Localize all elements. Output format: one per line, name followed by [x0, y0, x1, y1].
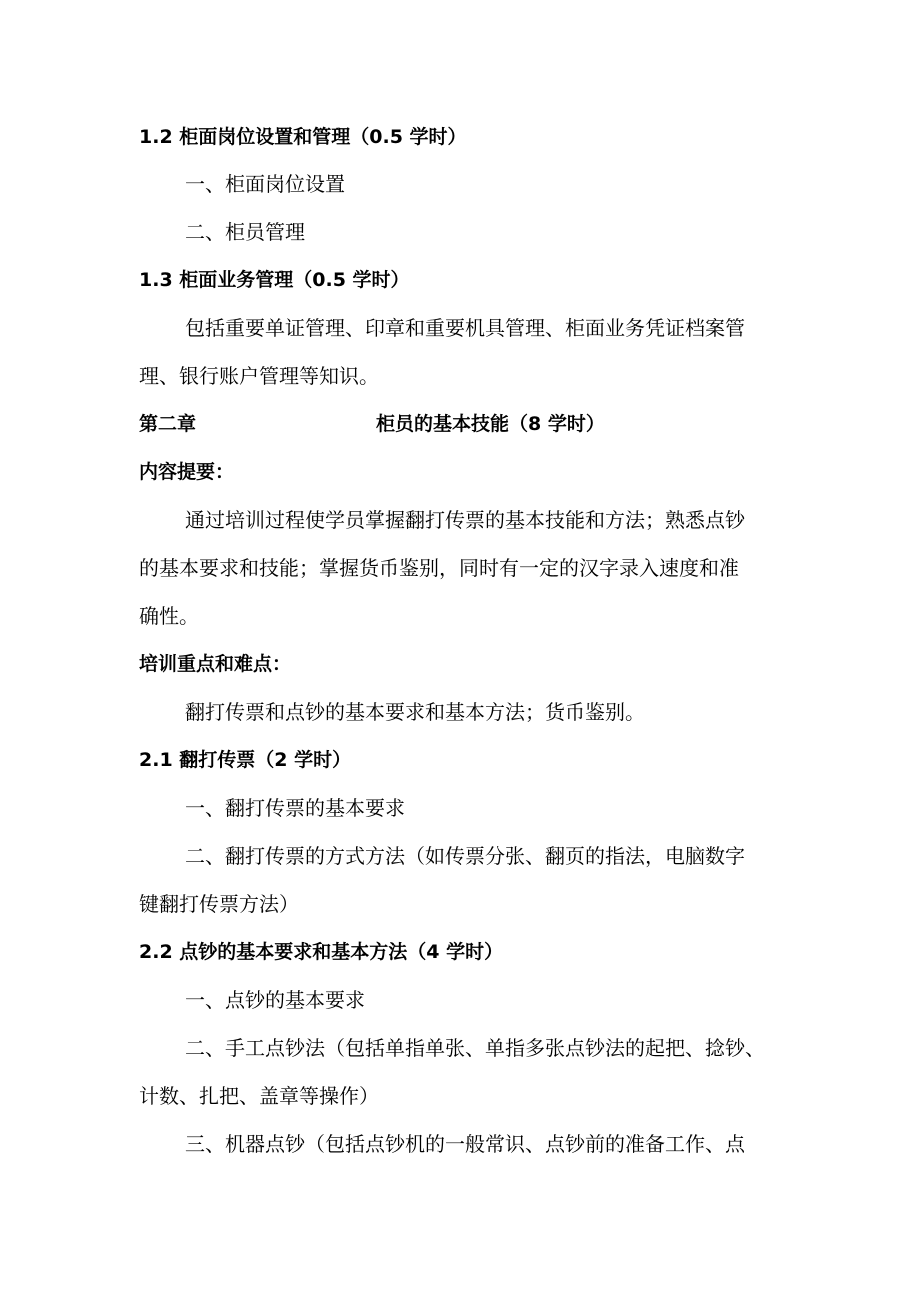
chapter-number: 第二章: [139, 413, 197, 435]
paragraph-line: 翻打传票和点钞的基本要求和基本方法；货币鉴别。: [185, 700, 645, 724]
chapter-title: 柜员的基本技能（8 学时）: [376, 413, 605, 435]
list-item: 二、柜员管理: [185, 220, 305, 244]
list-item: 三、机器点钞（包括点钞机的一般常识、点钞前的准备工作、点: [185, 1132, 745, 1156]
section-heading-1-2: 1.2 柜面岗位设置和管理（0.5 学时）: [139, 126, 467, 148]
list-item-continuation: 计数、扎把、盖章等操作）: [139, 1084, 379, 1108]
subheading-summary: 内容提要：: [139, 461, 235, 483]
list-item: 一、翻打传票的基本要求: [185, 796, 405, 820]
list-item: 二、翻打传票的方式方法（如传票分张、翻页的指法，电脑数字: [185, 844, 745, 868]
paragraph-line: 的基本要求和技能；掌握货币鉴别，同时有一定的汉字录入速度和准: [139, 556, 739, 580]
list-item-continuation: 键翻打传票方法）: [139, 892, 299, 916]
chapter-heading: [139, 409, 839, 439]
paragraph-line: 确性。: [139, 604, 199, 628]
paragraph-line: 通过培训过程使学员掌握翻打传票的基本技能和方法；熟悉点钞: [185, 508, 745, 532]
subheading-key-points: 培训重点和难点：: [139, 653, 292, 675]
list-item: 二、手工点钞法（包括单指单张、单指多张点钞法的起把、捻钞、: [185, 1036, 765, 1060]
section-heading-2-2: 2.2 点钞的基本要求和基本方法（4 学时）: [139, 941, 504, 963]
list-item: 一、柜面岗位设置: [185, 172, 345, 196]
section-heading-2-1: 2.1 翻打传票（2 学时）: [139, 749, 352, 771]
list-item: 一、点钞的基本要求: [185, 988, 365, 1012]
paragraph-line: 包括重要单证管理、印章和重要机具管理、柜面业务凭证档案管: [185, 316, 745, 340]
paragraph-line: 理、银行账户管理等知识。: [139, 364, 379, 388]
section-heading-1-3: 1.3 柜面业务管理（0.5 学时）: [139, 269, 410, 291]
